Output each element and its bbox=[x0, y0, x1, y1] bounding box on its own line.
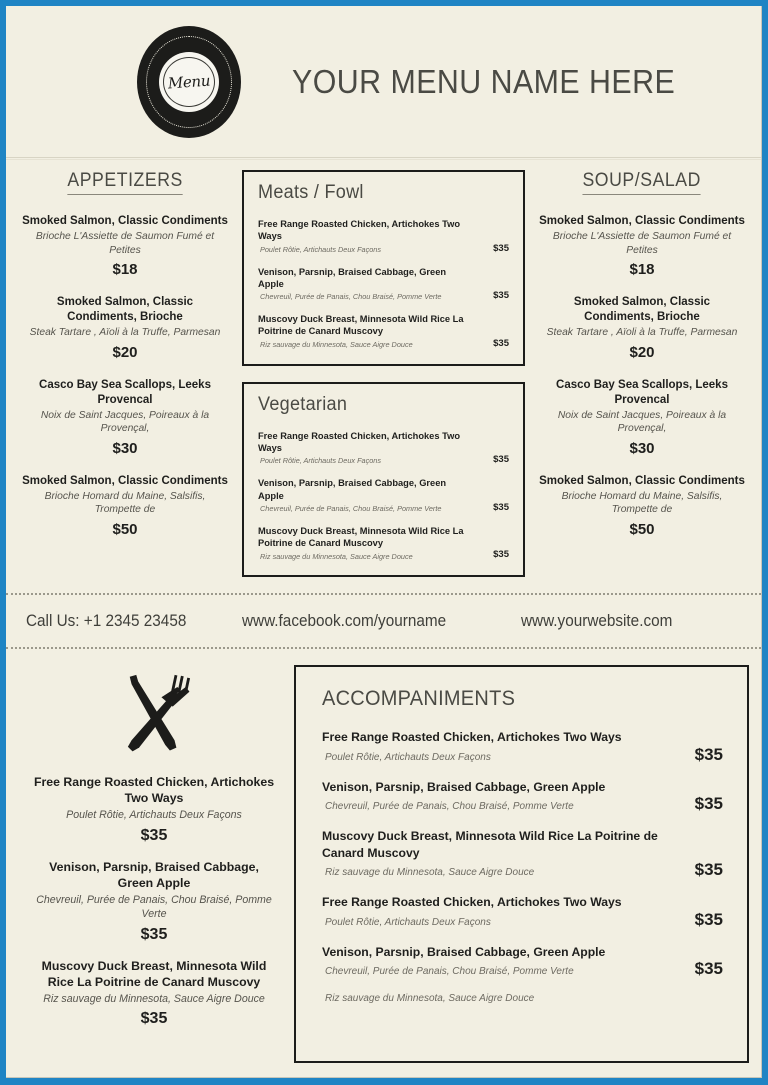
list-item bbox=[258, 477, 509, 514]
list-item bbox=[322, 828, 723, 880]
item-name: Casco Bay Sea Scallops, Leeks Provencal bbox=[39, 378, 211, 406]
item-price: $35 bbox=[493, 337, 509, 349]
list-item bbox=[258, 218, 509, 255]
list-item bbox=[322, 944, 723, 979]
knife-and-fork-icon bbox=[106, 673, 202, 757]
item-name: Smoked Salmon, Classic Condiments, Brioche bbox=[573, 295, 711, 324]
appetizers-column bbox=[16, 170, 234, 593]
list-item bbox=[322, 779, 723, 814]
item-price: $35 bbox=[140, 827, 168, 845]
badge-inner-oval bbox=[159, 52, 219, 112]
item-price: $35 bbox=[694, 909, 723, 929]
item-subtitle: Riz sauvage du Minnesota, Sauce Aigre Douce bbox=[43, 992, 265, 1005]
item-price: $35 bbox=[140, 1010, 168, 1028]
item-price: $35 bbox=[694, 959, 723, 979]
item-subtitle: Riz sauvage du Minnesota, Sauce Aigre Douce bbox=[260, 339, 413, 349]
list-item bbox=[258, 525, 509, 562]
item-name: Free Range Roasted Chicken, Artichokes Two Ways bbox=[33, 775, 275, 806]
item-subtitle: Chevreuil, Purée de Panais, Chou Braisé, Pomme Verte bbox=[260, 292, 442, 302]
item-price: $18 bbox=[112, 260, 138, 278]
item-price: $35 bbox=[694, 744, 723, 764]
menu-sheet bbox=[6, 6, 762, 1078]
page-title: YOUR MENU NAME HERE bbox=[292, 62, 676, 100]
item-price: $35 bbox=[493, 454, 509, 466]
item-price: $50 bbox=[112, 520, 138, 538]
vegetarian-heading: Vegetarian bbox=[258, 393, 348, 415]
item-name: Venison, Parsnip, Braised Cabbage, Green Apple bbox=[322, 944, 606, 959]
item-price: $20 bbox=[112, 343, 138, 361]
featured-column bbox=[18, 665, 290, 1063]
item-subtitle: Chevreuil, Purée de Panais, Chou Braisé, Pomme Verte bbox=[36, 894, 272, 920]
soup-salad-heading: SOUP/SALAD bbox=[583, 170, 702, 195]
item-name: Muscovy Duck Breast, Minnesota Wild Rice La Poitrine de Canard Muscovy bbox=[41, 958, 267, 989]
item-name: Venison, Parsnip, Braised Cabbage, Green Apple bbox=[258, 266, 447, 289]
item-subtitle: Steak Tartare , Aïoli à la Truffe, Parmesan bbox=[546, 327, 738, 339]
list-item bbox=[533, 214, 751, 278]
item-subtitle: Poulet Rôtie, Artichauts Deux Façons bbox=[325, 751, 491, 763]
meats-fowl-heading: Meats / Fowl bbox=[258, 182, 364, 203]
list-item bbox=[16, 378, 234, 457]
item-subtitle: Riz sauvage du Minnesota, Sauce Aigre Douce bbox=[325, 867, 535, 879]
item-subtitle: Brioche Homard du Maine, Salsifis, Trompette de bbox=[44, 490, 206, 516]
center-boxes-column bbox=[234, 170, 533, 593]
soup-salad-column bbox=[533, 170, 751, 593]
item-name: Free Range Roasted Chicken, Artichokes Two Ways bbox=[258, 430, 460, 454]
badge-script-label: Menu bbox=[167, 71, 211, 92]
item-name: Venison, Parsnip, Braised Cabbage, Green Apple bbox=[258, 478, 447, 501]
item-price: $35 bbox=[694, 860, 723, 880]
list-item bbox=[258, 313, 509, 350]
appetizers-heading: APPETIZERS bbox=[67, 170, 183, 195]
item-subtitle: Noix de Saint Jacques, Poireaux à la Provençal, bbox=[40, 409, 210, 435]
item-price: $35 bbox=[694, 794, 723, 814]
item-name: Free Range Roasted Chicken, Artichokes Two Ways bbox=[322, 730, 622, 745]
item-subtitle: Noix de Saint Jacques, Poireaux à la Provençal, bbox=[557, 409, 727, 435]
item-subtitle: Poulet Rôtie, Artichauts Deux Façons bbox=[66, 809, 242, 822]
item-name: Smoked Salmon, Classic Condiments bbox=[22, 474, 228, 487]
item-subtitle: Chevreuil, Purée de Panais, Chou Braisé, Pomme Verte bbox=[260, 503, 442, 513]
list-item bbox=[32, 860, 276, 944]
item-price: $50 bbox=[629, 520, 655, 538]
item-name: Muscovy Duck Breast, Minnesota Wild Rice La Poitrine de Canard Muscovy bbox=[258, 525, 464, 549]
item-name: Smoked Salmon, Classic Condiments bbox=[539, 474, 745, 487]
website-link[interactable]: www.yourwebsite.com bbox=[520, 611, 673, 631]
phone-number[interactable]: Call Us: +1 2345 23458 bbox=[26, 611, 187, 631]
item-price: $35 bbox=[493, 242, 509, 254]
list-item bbox=[322, 894, 723, 929]
item-price: $20 bbox=[629, 343, 655, 361]
list-item bbox=[16, 214, 234, 278]
item-price: $35 bbox=[140, 925, 168, 943]
list-item bbox=[32, 775, 276, 845]
item-price: $35 bbox=[493, 290, 509, 302]
list-item bbox=[16, 474, 234, 538]
item-name: Smoked Salmon, Classic Condiments, Brioche bbox=[56, 295, 194, 324]
item-subtitle: Steak Tartare , Aïoli à la Truffe, Parmesan bbox=[29, 327, 221, 339]
item-name: Muscovy Duck Breast, Minnesota Wild Rice La Poitrine de Canard Muscovy bbox=[322, 829, 658, 860]
item-subtitle: Poulet Rôtie, Artichauts Deux Façons bbox=[325, 916, 491, 928]
item-subtitle: Poulet Rôtie, Artichauts Deux Façons bbox=[260, 456, 381, 466]
accompaniments-trailing-note: Riz sauvage du Minnesota, Sauce Aigre Douce bbox=[325, 993, 535, 1005]
accompaniments-box bbox=[294, 665, 749, 1063]
list-item bbox=[533, 295, 751, 361]
item-subtitle: Brioche L'Assiette de Saumon Fumé et Petites bbox=[35, 231, 215, 256]
item-subtitle: Poulet Rôtie, Artichauts Deux Façons bbox=[260, 244, 381, 254]
menu-badge-logo bbox=[137, 26, 241, 138]
list-item bbox=[16, 295, 234, 361]
item-name: Venison, Parsnip, Braised Cabbage, Green Apple bbox=[49, 860, 259, 891]
list-item bbox=[258, 430, 509, 467]
menu-bottom-section bbox=[6, 649, 761, 1077]
vegetarian-box bbox=[242, 382, 525, 578]
item-subtitle: Brioche L'Assiette de Saumon Fumé et Petites bbox=[552, 231, 732, 256]
item-name: Smoked Salmon, Classic Condiments bbox=[22, 215, 228, 227]
item-subtitle: Brioche Homard du Maine, Salsifis, Trompette de bbox=[561, 490, 723, 516]
item-name: Casco Bay Sea Scallops, Leeks Provencal bbox=[556, 378, 728, 406]
item-price: $35 bbox=[493, 501, 509, 513]
menu-middle-section bbox=[6, 158, 761, 593]
meats-fowl-box bbox=[242, 170, 525, 366]
soup-salad-list bbox=[533, 214, 751, 538]
list-item bbox=[533, 474, 751, 538]
accompaniments-heading: ACCOMPANIMENTS bbox=[322, 687, 516, 711]
item-name: Venison, Parsnip, Braised Cabbage, Green Apple bbox=[322, 779, 606, 794]
item-name: Free Range Roasted Chicken, Artichokes Two Ways bbox=[258, 219, 460, 242]
list-item bbox=[32, 959, 276, 1029]
item-price: $30 bbox=[629, 439, 655, 457]
item-price: $35 bbox=[493, 549, 509, 561]
item-name: Muscovy Duck Breast, Minnesota Wild Rice La Poitrine de Canard Muscovy bbox=[258, 314, 464, 337]
menu-header bbox=[6, 6, 761, 158]
item-name: Free Range Roasted Chicken, Artichokes Two Ways bbox=[322, 895, 622, 910]
item-subtitle: Chevreuil, Purée de Panais, Chou Braisé, Pomme Verte bbox=[325, 801, 574, 813]
item-subtitle: Chevreuil, Purée de Panais, Chou Braisé, Pomme Verte bbox=[325, 966, 574, 978]
list-item bbox=[322, 729, 723, 764]
item-name: Smoked Salmon, Classic Condiments bbox=[539, 215, 745, 227]
item-subtitle: Riz sauvage du Minnesota, Sauce Aigre Douce bbox=[260, 551, 413, 561]
item-price: $18 bbox=[629, 260, 655, 278]
facebook-link[interactable]: www.facebook.com/yourname bbox=[242, 611, 447, 631]
list-item bbox=[258, 266, 509, 303]
contact-strip bbox=[6, 593, 761, 649]
item-price: $30 bbox=[112, 439, 138, 457]
appetizers-list bbox=[16, 214, 234, 538]
list-item bbox=[533, 378, 751, 457]
